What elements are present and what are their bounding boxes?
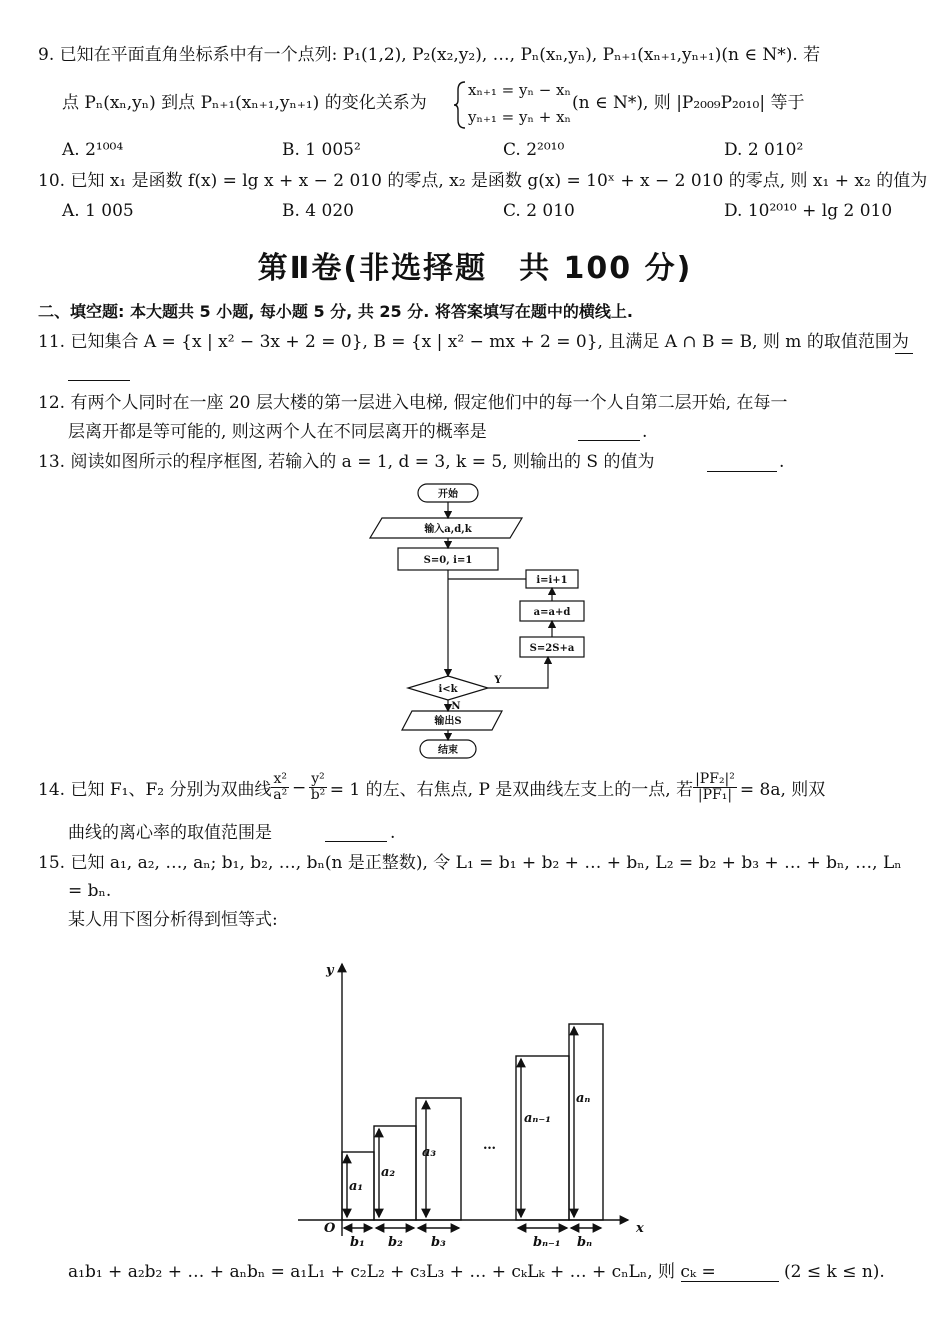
bar-1-a-label: a₁ — [349, 1179, 364, 1194]
bar-2-a-label: a₂ — [381, 1165, 396, 1180]
q9-line2-post: (n ∈ N*), 则 |P₂₀₀₉P₂₀₁₀| 等于 — [572, 93, 805, 113]
flow-no-label: N — [451, 701, 461, 712]
q10-line1: 10. 已知 x₁ 是函数 f(x) = lg x + x − 2 010 的零点, x₂ 是函数 g(x) = 10ˣ + x − 2 010 的零点, 则 x₁ + x₂ 的值为 — [38, 171, 928, 191]
q9-option-d: D. 2 010² — [724, 140, 804, 160]
flow-step2-label: a=a+d — [533, 607, 571, 618]
flow-yes-label: Y — [494, 675, 502, 686]
q9-option-b: B. 1 005² — [282, 140, 361, 160]
bar-3-b-label: b₃ — [431, 1235, 446, 1250]
flow-condition-label: i<k — [438, 684, 458, 695]
q9-system-eq2: yₙ₊₁ = yₙ + xₙ — [468, 108, 572, 126]
flow-output-label: 输出S — [434, 716, 462, 727]
q11-line1: 11. 已知集合 A = {x | x² − 3x + 2 = 0}, B = {x | x² − mx + 2 = 0}, 且满足 A ∩ B = B, 则 m 的取值范围为 — [38, 332, 909, 352]
q14-post: = 8a, 则双 — [739, 780, 826, 800]
q14-fraction-y: $\frac{\text{y²}}{\text{b²}}$ — [310, 771, 326, 803]
q13-line1: 13. 阅读如图所示的程序框图, 若输入的 a = 1, d = 3, k = 5, 则输出的 S 的值为 — [38, 452, 655, 472]
q15-step-diagram — [290, 952, 660, 1252]
q15-final-condition: (2 ≤ k ≤ n). — [784, 1262, 885, 1282]
q9-option-a: A. 2¹⁰⁰⁴ — [62, 140, 124, 160]
q11-answer-blank-b[interactable] — [68, 364, 130, 381]
section-instructions: 二、填空题: 本大题共 5 小题, 每小题 5 分, 共 25 分. 将答案填写在题中的横线上. — [38, 302, 633, 321]
y-axis-label: y — [326, 963, 334, 978]
q13-answer-blank[interactable] — [707, 455, 777, 472]
flow-init-label: S=0, i=1 — [423, 555, 473, 566]
q14-line2: 曲线的离心率的取值范围是 — [68, 823, 272, 843]
bar-n-1-b-label: bₙ₋₁ — [533, 1235, 561, 1250]
bar-3-a-label: a₃ — [422, 1145, 437, 1160]
flow-start-label: 开始 — [438, 489, 458, 500]
q14-period: . — [390, 823, 396, 843]
q9-line1: 9. 已知在平面直角坐标系中有一个点列: P₁(1,2), P₂(x₂,y₂), …, Pₙ(xₙ,yₙ), Pₙ₊₁(xₙ₊₁,yₙ₊₁)(n ∈ N*). 若 — [38, 45, 821, 65]
q10-option-d: D. 10²⁰¹⁰ + lg 2 010 — [724, 201, 893, 221]
q14-answer-blank[interactable] — [325, 825, 387, 842]
bar-2-b-label: b₂ — [388, 1235, 403, 1250]
q14-minus: − — [291, 777, 307, 798]
q10-option-a: A. 1 005 — [62, 201, 134, 221]
q14-mid: = 1 的左、右焦点, P 是双曲线左支上的一点, 若 — [329, 780, 694, 800]
q9-line2-pre: 点 Pₙ(xₙ,yₙ) 到点 Pₙ₊₁(xₙ₊₁,yₙ₊₁) 的变化关系为 — [62, 93, 427, 113]
q10-option-c: C. 2 010 — [503, 201, 575, 221]
flow-end-label: 结束 — [438, 745, 458, 756]
q15-line2: = bₙ. — [68, 881, 112, 901]
q12-line2: 层离开都是等可能的, 则这两个人在不同层离开的概率是 — [68, 422, 487, 442]
bar-n-b-label: bₙ — [577, 1235, 593, 1250]
origin-label: O — [324, 1221, 336, 1236]
q9-option-c: C. 2²⁰¹⁰ — [503, 140, 565, 160]
bar-n-1-a-label: aₙ₋₁ — [524, 1111, 551, 1126]
q14-line1 — [38, 772, 825, 803]
x-axis-label: x — [636, 1221, 644, 1236]
q15-line1: 15. 已知 a₁, a₂, …, aₙ; b₁, b₂, …, bₙ(n 是正整数), 令 L₁ = b₁ + b₂ + … + bₙ, L₂ = b₂ + b₃ + … + bₙ, …, Lₙ — [38, 853, 902, 873]
gap-ellipsis: … — [483, 1138, 496, 1153]
q14-fraction-pf: $\frac{\text{|PF₂|²}}{\text{|PF₁|}}$ — [695, 771, 735, 803]
q10-option-b: B. 4 020 — [282, 201, 354, 221]
q12-answer-blank[interactable] — [578, 424, 640, 441]
bar-1-b-label: b₁ — [350, 1235, 365, 1250]
q9-system-eq1: xₙ₊₁ = yₙ − xₙ — [468, 81, 572, 99]
flow-step3-label: i=i+1 — [536, 575, 568, 586]
q14-fraction-x: $\frac{\text{x²}}{\text{a²}}$ — [273, 771, 288, 803]
bar-n-1 — [516, 1056, 569, 1220]
brace-icon — [453, 80, 467, 130]
q13-flowchart — [360, 480, 600, 762]
q15-answer-blank[interactable] — [681, 1265, 779, 1282]
flow-input-label: 输入a,d,k — [424, 524, 472, 535]
q14-pre: 14. 已知 F₁、F₂ 分别为双曲线 — [38, 780, 272, 800]
q12-period: . — [642, 422, 648, 442]
q15-final-equation: a₁b₁ + a₂b₂ + … + aₙbₙ = a₁L₁ + c₂L₂ + c₃L₃ + … + cₖLₖ + … + cₙLₙ, 则 cₖ = — [68, 1262, 716, 1282]
q12-line1: 12. 有两个人同时在一座 20 层大楼的第一层进入电梯, 假定他们中的每一个人自第二层开始, 在每一 — [38, 393, 788, 413]
bar-n-a-label: aₙ — [576, 1091, 591, 1106]
q15-line3: 某人用下图分析得到恒等式: — [68, 910, 278, 930]
section-title: 第Ⅱ卷(非选择题 共 100 分) — [257, 251, 693, 286]
q13-period: . — [779, 452, 785, 472]
flow-step1-label: S=2S+a — [529, 643, 575, 654]
q11-answer-blank-a[interactable] — [895, 337, 913, 354]
